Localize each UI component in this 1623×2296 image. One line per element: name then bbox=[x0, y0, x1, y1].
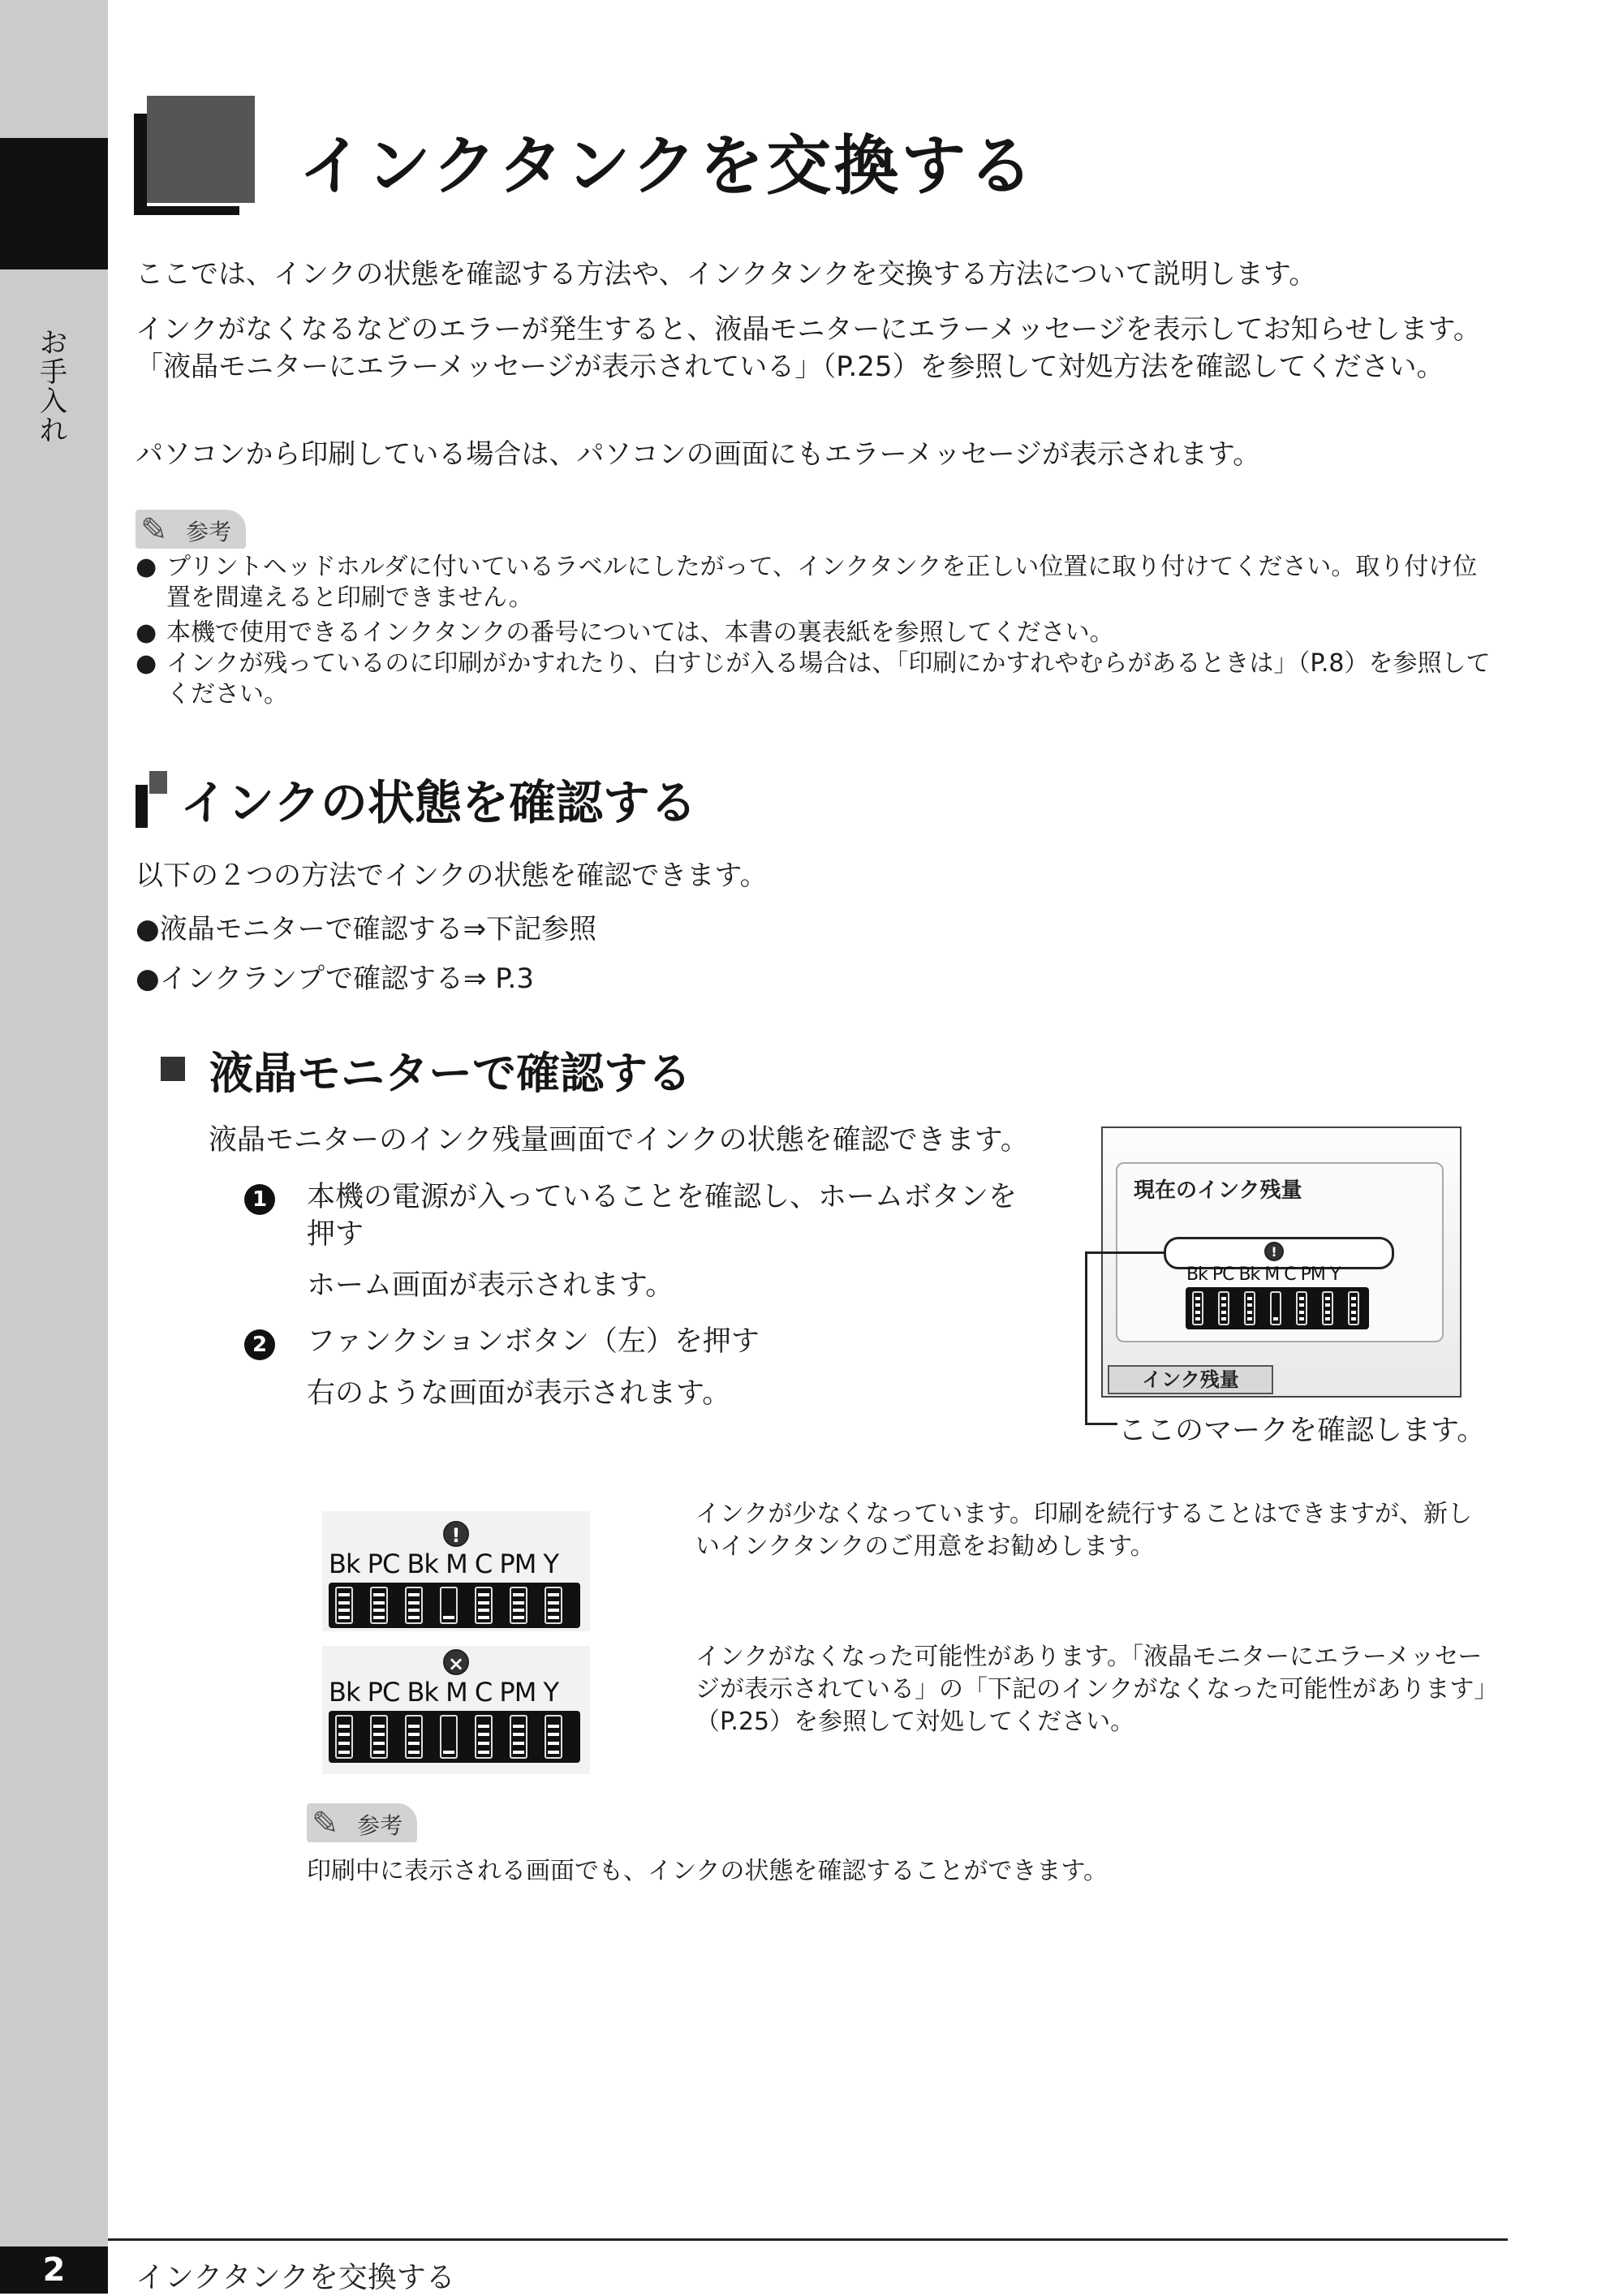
ink-level-bar bbox=[1325, 1297, 1330, 1300]
ink-tank-gauge bbox=[405, 1715, 423, 1759]
ink-level-bar bbox=[1247, 1311, 1252, 1314]
ink-level-bar bbox=[338, 1616, 350, 1619]
error-icon: × bbox=[443, 1649, 469, 1675]
ink-labels: Bk PC Bk M C PM Y bbox=[329, 1549, 559, 1579]
ink-tank-gauge bbox=[545, 1715, 562, 1759]
ink-level-bar bbox=[1299, 1311, 1304, 1314]
note-item: ● プリントヘッドホルダに付いているラベルにしたがって、インクタンクを正しい位置に取り付けてください。取り付け位置を間違えると印刷できません。 bbox=[136, 553, 1478, 612]
intro-paragraph-1: ここでは、インクの状態を確認する方法や、インクタンクを交換する方法について説明します。 bbox=[136, 258, 1317, 291]
step-2-result: 右のような画面が表示されます。 bbox=[307, 1377, 731, 1410]
footer-rule bbox=[108, 2238, 1508, 2241]
ink-level-bar bbox=[1351, 1297, 1356, 1300]
ink-level-bar bbox=[513, 1733, 524, 1736]
ink-tank-gauge bbox=[1348, 1291, 1359, 1325]
ink-level-bar bbox=[478, 1609, 489, 1612]
ink-level-bar bbox=[478, 1593, 489, 1596]
ink-level-bar bbox=[338, 1601, 350, 1605]
ink-level-bar bbox=[338, 1725, 350, 1728]
bullet-icon: ● bbox=[136, 553, 157, 581]
ink-level-bar bbox=[1221, 1303, 1226, 1307]
bullet-icon: ● bbox=[136, 913, 160, 946]
ink-tank-gauge bbox=[405, 1587, 423, 1624]
bullet-icon: ● bbox=[136, 649, 157, 678]
ink-tank-gauge bbox=[1322, 1291, 1333, 1325]
ink-level-bar bbox=[338, 1742, 350, 1745]
ink-tank-gauge bbox=[1296, 1291, 1307, 1325]
ink-level-bar bbox=[1351, 1311, 1356, 1314]
ink-level-bar bbox=[408, 1601, 420, 1605]
ink-level-bar bbox=[548, 1609, 559, 1612]
subsection-lead: 液晶モニターのインク残量画面でインクの状態を確認できます。 bbox=[209, 1124, 1029, 1157]
ink-level-bar bbox=[513, 1725, 524, 1728]
step-number-1: 1 bbox=[244, 1184, 275, 1215]
ink-level-bar bbox=[1195, 1311, 1200, 1314]
ink-level-bar bbox=[338, 1609, 350, 1612]
ink-level-bar bbox=[408, 1616, 420, 1619]
ink-status-empty-description: インクがなくなった可能性があります。「液晶モニターにエラーメッセージが表示されている」の「下記のインクがなくなった可能性があります」（P.25）を参照して対処してください。 bbox=[695, 1643, 1487, 1736]
warning-icon: ! bbox=[1264, 1242, 1284, 1261]
section-title: インクの状態を確認する bbox=[180, 775, 697, 830]
ink-level-bar bbox=[408, 1609, 420, 1612]
ink-level-bar bbox=[1221, 1311, 1226, 1314]
ink-gauges bbox=[329, 1583, 580, 1628]
ink-level-bar bbox=[548, 1725, 559, 1728]
ink-level-bar bbox=[338, 1751, 350, 1754]
ink-level-bar bbox=[373, 1725, 385, 1728]
lcd-ink-level-tab: インク残量 bbox=[1108, 1365, 1273, 1394]
callout-line bbox=[1085, 1251, 1087, 1425]
method-item: ●液晶モニターで確認する⇒下記参照 bbox=[136, 913, 597, 946]
ink-tank-gauge bbox=[545, 1587, 562, 1624]
ink-level-bar bbox=[1299, 1317, 1304, 1320]
ink-level-bar bbox=[548, 1593, 559, 1596]
ink-level-bar bbox=[373, 1751, 385, 1754]
ink-level-bar bbox=[1247, 1297, 1252, 1300]
ink-level-bar bbox=[408, 1742, 420, 1745]
ink-tank-gauge bbox=[1218, 1291, 1229, 1325]
ink-level-bar bbox=[548, 1742, 559, 1745]
ink-level-bar bbox=[338, 1733, 350, 1736]
ink-level-bar bbox=[548, 1733, 559, 1736]
ink-level-bar bbox=[373, 1733, 385, 1736]
ink-level-bar bbox=[548, 1601, 559, 1605]
ink-level-bar bbox=[478, 1616, 489, 1619]
ink-status-low-figure bbox=[322, 1511, 590, 1631]
ink-level-bar bbox=[1221, 1297, 1226, 1300]
section-lead: 以下の２つの方法でインクの状態を確認できます。 bbox=[136, 859, 768, 892]
step-2-instruction: ファンクションボタン（左）を押す bbox=[307, 1325, 760, 1358]
ink-tank-gauge bbox=[440, 1715, 458, 1759]
lcd-ink-gauges bbox=[1186, 1287, 1369, 1329]
page-number: 2 bbox=[42, 2251, 66, 2289]
ink-tank-gauge bbox=[335, 1587, 353, 1624]
note-item: ● インクが残っているのに印刷がかすれたり、白すじが入る場合は、「印刷にかすれやむらがあるときは」（P.8）を参照してください。 bbox=[136, 649, 1491, 709]
bullet-icon: ● bbox=[136, 618, 157, 647]
ink-level-bar bbox=[1299, 1297, 1304, 1300]
callout-line bbox=[1085, 1423, 1117, 1425]
ink-level-bar bbox=[1273, 1317, 1278, 1320]
ink-level-bar bbox=[1299, 1303, 1304, 1307]
ink-level-bar bbox=[408, 1725, 420, 1728]
ink-level-bar bbox=[373, 1601, 385, 1605]
title-decoration-front bbox=[147, 96, 258, 206]
ink-gauges bbox=[329, 1711, 580, 1763]
ink-level-bar bbox=[478, 1601, 489, 1605]
ink-status-empty-figure bbox=[322, 1646, 590, 1774]
callout-label: ここのマークを確認します。 bbox=[1118, 1415, 1486, 1447]
ink-level-bar bbox=[1351, 1303, 1356, 1307]
ink-level-bar bbox=[548, 1751, 559, 1754]
paperclip-icon: ✎ bbox=[312, 1805, 339, 1842]
ink-level-bar bbox=[1325, 1311, 1330, 1314]
chapter-tab-marker bbox=[0, 138, 108, 269]
ink-level-bar bbox=[373, 1742, 385, 1745]
bullet-icon: ● bbox=[136, 963, 160, 995]
method-item: ●インクランプで確認する⇒ P.3 bbox=[136, 963, 534, 995]
lcd-screen-illustration bbox=[1101, 1126, 1462, 1398]
ink-level-bar bbox=[408, 1593, 420, 1596]
ink-level-bar bbox=[513, 1742, 524, 1745]
chapter-label: お 手 入 れ bbox=[40, 327, 67, 447]
intro-paragraph-2: インクがなくなるなどのエラーが発生すると、液晶モニターにエラーメッセージを表示してお知らせします。「液晶モニターにエラーメッセージが表示されている」（P.25）を参照して対処方法を確認してください。 bbox=[136, 313, 1481, 383]
step-number-2: 2 bbox=[244, 1329, 275, 1360]
note-badge bbox=[136, 510, 246, 549]
ink-level-bar bbox=[1351, 1317, 1356, 1320]
ink-level-bar bbox=[478, 1742, 489, 1745]
ink-labels: Bk PC Bk M C PM Y bbox=[329, 1677, 559, 1708]
ink-tank-gauge bbox=[440, 1587, 458, 1624]
ink-status-low-description: インクが少なくなっています。印刷を続行することはできますが、新しいインクタンクのご用意をお勧めします。 bbox=[695, 1500, 1472, 1561]
ink-level-bar bbox=[443, 1751, 454, 1754]
note-badge-label: 参考 bbox=[186, 519, 232, 545]
section-heading-marker-accent bbox=[149, 771, 167, 794]
ink-tank-gauge bbox=[370, 1715, 388, 1759]
ink-level-bar bbox=[1247, 1303, 1252, 1307]
ink-tank-gauge bbox=[1244, 1291, 1255, 1325]
callout-line bbox=[1085, 1251, 1166, 1254]
subsection-square-icon bbox=[161, 1057, 185, 1081]
lcd-ink-labels: Bk PC Bk M C PM Y bbox=[1186, 1264, 1341, 1285]
ink-level-bar bbox=[478, 1733, 489, 1736]
intro-paragraph-3: パソコンから印刷している場合は、パソコンの画面にもエラーメッセージが表示されます。 bbox=[136, 438, 1261, 471]
section-heading-marker bbox=[136, 785, 148, 828]
note-badge bbox=[307, 1803, 417, 1842]
ink-tank-gauge bbox=[335, 1715, 353, 1759]
ink-level-bar bbox=[513, 1616, 524, 1619]
running-title: インクタンクを交換する bbox=[136, 2261, 455, 2294]
ink-tank-gauge bbox=[1192, 1291, 1203, 1325]
ink-level-bar bbox=[513, 1609, 524, 1612]
ink-tank-gauge bbox=[475, 1587, 493, 1624]
warning-icon: ! bbox=[443, 1521, 469, 1547]
ink-tank-gauge bbox=[510, 1587, 527, 1624]
ink-level-bar bbox=[1195, 1317, 1200, 1320]
ink-level-bar bbox=[443, 1616, 454, 1619]
ink-level-bar bbox=[1195, 1303, 1200, 1307]
ink-level-bar bbox=[338, 1593, 350, 1596]
ink-level-bar bbox=[513, 1751, 524, 1754]
note-item: ● 本機で使用できるインクタンクの番号については、本書の裏表紙を参照してください。 bbox=[136, 618, 1114, 647]
ink-tank-gauge bbox=[370, 1587, 388, 1624]
ink-level-bar bbox=[1195, 1297, 1200, 1300]
ink-level-bar bbox=[1325, 1303, 1330, 1307]
ink-tank-gauge bbox=[510, 1715, 527, 1759]
lcd-screen-title: 現在のインク残量 bbox=[1134, 1178, 1302, 1203]
ink-level-bar bbox=[478, 1751, 489, 1754]
subsection-title: 液晶モニターで確認する bbox=[209, 1048, 691, 1099]
ink-level-bar bbox=[408, 1751, 420, 1754]
ink-level-bar bbox=[1325, 1317, 1330, 1320]
ink-level-bar bbox=[1221, 1317, 1226, 1320]
ink-level-bar bbox=[373, 1593, 385, 1596]
ink-level-bar bbox=[408, 1733, 420, 1736]
ink-level-bar bbox=[1247, 1317, 1252, 1320]
ink-level-bar bbox=[513, 1601, 524, 1605]
step-1-result: ホーム画面が表示されます。 bbox=[307, 1269, 674, 1302]
note-badge-label: 参考 bbox=[357, 1812, 403, 1839]
ink-level-bar bbox=[548, 1616, 559, 1619]
ink-level-bar bbox=[478, 1725, 489, 1728]
ink-tank-gauge bbox=[475, 1715, 493, 1759]
page-title: インクタンクを交換する bbox=[299, 128, 1036, 204]
ink-tank-gauge bbox=[1270, 1291, 1281, 1325]
ink-level-bar bbox=[373, 1609, 385, 1612]
step-1-instruction: 本機の電源が入っていることを確認し、ホームボタンを押す bbox=[307, 1181, 1018, 1251]
bottom-note: 印刷中に表示される画面でも、インクの状態を確認することができます。 bbox=[307, 1857, 1108, 1885]
paperclip-icon: ✎ bbox=[140, 511, 168, 549]
ink-level-bar bbox=[373, 1616, 385, 1619]
ink-level-bar bbox=[513, 1593, 524, 1596]
